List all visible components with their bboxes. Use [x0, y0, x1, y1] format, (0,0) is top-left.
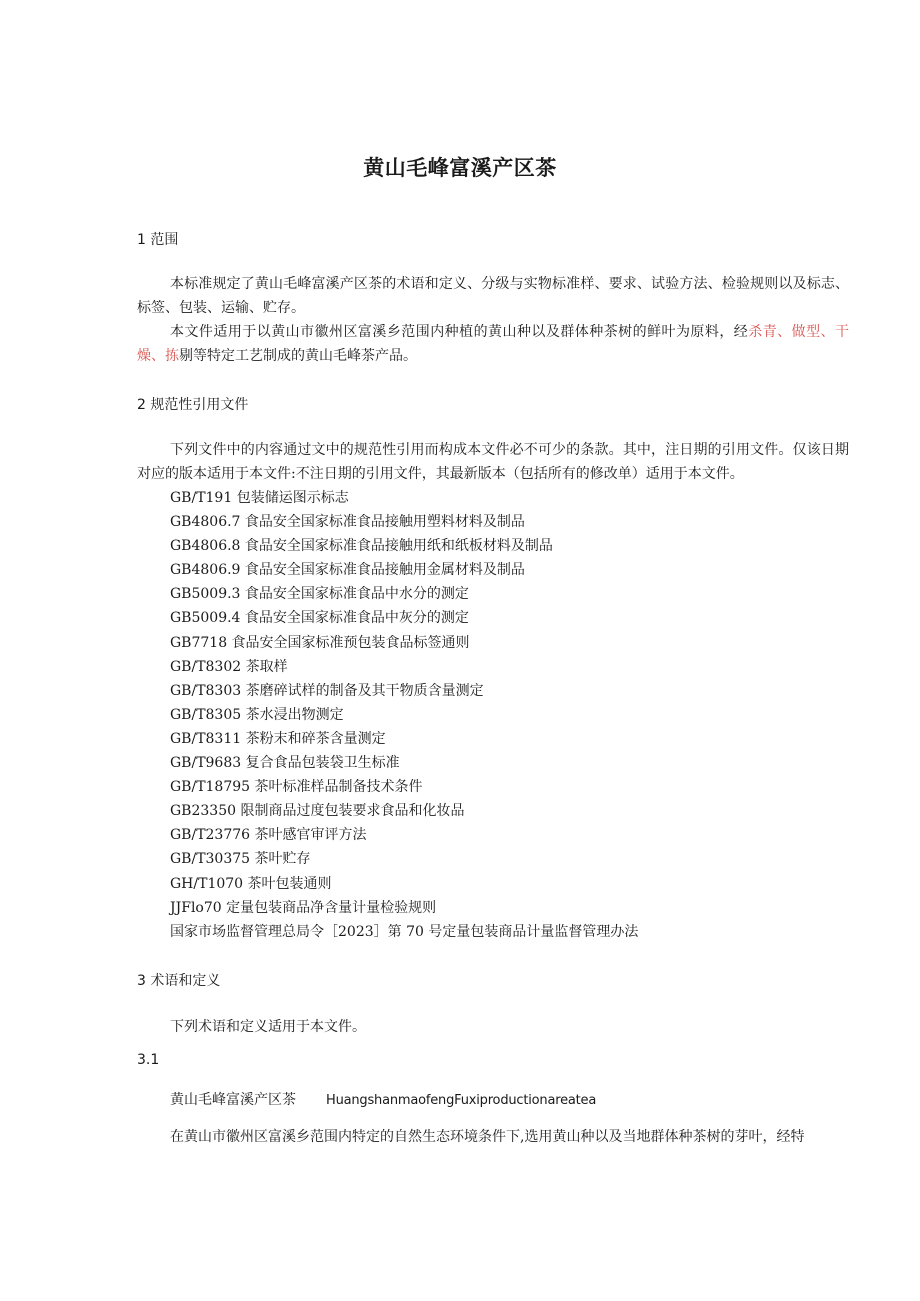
term-chinese-name: 黄山毛峰富溪产区茶	[170, 1092, 296, 1108]
reference-item: GB5009.4 食品安全国家标准食品中灰分的测定	[170, 610, 469, 627]
reference-item: GH/T1070 茶叶包装通则	[170, 875, 332, 892]
reference-item: GB4806.7 食品安全国家标准食品接触用塑料材料及制品	[170, 514, 525, 531]
reference-item: GB/T8302 茶取样	[170, 658, 288, 675]
reference-item: GB/T8305 茶水浸出物测定	[170, 706, 344, 723]
reference-item: GB/T9683 复合食品包装袋卫生标准	[170, 755, 400, 772]
scope-paragraph-2-tail: 剔等特定工艺制成的黄山毛峰茶产品。	[179, 348, 417, 364]
term-english-name: HuangshanmaofengFuxiproductionareatea	[326, 1093, 597, 1108]
reference-list	[170, 486, 638, 944]
reference-item: GB4806.9 食品安全国家标准食品接触用金属材料及制品	[170, 562, 525, 579]
reference-item: GB/T8303 茶磨碎试样的制备及其干物质含量测定	[170, 682, 484, 699]
reference-item: GB/T23776 茶叶感官审评方法	[170, 827, 367, 844]
section-heading-references: 2 规范性引用文件	[137, 397, 249, 413]
term-entry	[170, 1089, 596, 1109]
reference-item: GB23350 限制商品过度包装要求食品和化妆品	[170, 803, 465, 820]
section-heading-scope: 1 范围	[137, 232, 179, 248]
reference-item: GB/T18795 茶叶标准样品制备技术条件	[170, 779, 423, 796]
reference-item: GB/T8311 茶粉末和碎茶含量测定	[170, 730, 386, 747]
reference-item: GB/T191 包装储运图示标志	[170, 490, 349, 506]
scope-paragraph-2-text: 本文件适用于以黄山市徽州区富溪乡范围内种植的黄山种以及群体种茶树的鲜叶为原料，经	[170, 324, 749, 340]
reference-item: GB4806.8 食品安全国家标准食品接触用纸和纸板材料及制品	[170, 538, 553, 555]
terms-intro: 下列术语和定义适用于本文件。	[170, 1019, 366, 1035]
scope-paragraph-1: 本标准规定了黄山毛峰富溪产区茶的术语和定义、分级与实物标准样、要求、试验方法、检验规则以及标志、标签、包装、运输、贮存。	[137, 276, 849, 316]
process-highlight: 杀青、做型、干燥、拣	[137, 324, 850, 364]
reference-item: JJFlo70 定量包装商品净含量计量检验规则	[170, 899, 437, 916]
clause-number: 3.1	[137, 1052, 160, 1068]
term-definition: 在黄山市徽州区富溪乡范围内特定的自然生态环境条件下,选用黄山种以及当地群体种茶树的芽叶，经特	[170, 1129, 805, 1145]
reference-item: GB5009.3 食品安全国家标准食品中水分的测定	[170, 586, 469, 603]
section-heading-terms: 3 术语和定义	[137, 973, 221, 989]
document-title: 黄山毛峰富溪产区茶	[363, 156, 557, 180]
reference-item: 国家市场监督管理总局令［2023］第 70 号定量包装商品计量监督管理办法	[170, 923, 639, 940]
references-intro: 下列文件中的内容通过文中的规范性引用而构成本文件必不可少的条款。其中，注日期的引用文件。仅该日期对应的版本适用于本文件:不注日期的引用文件，其最新版本（包括所有的修改单）适用于本文件。	[137, 442, 849, 482]
reference-item: GB/T30375 茶叶贮存	[170, 851, 311, 868]
reference-item: GB7718 食品安全国家标准预包装食品标签通则	[170, 634, 470, 651]
scope-paragraph-2	[137, 320, 849, 368]
